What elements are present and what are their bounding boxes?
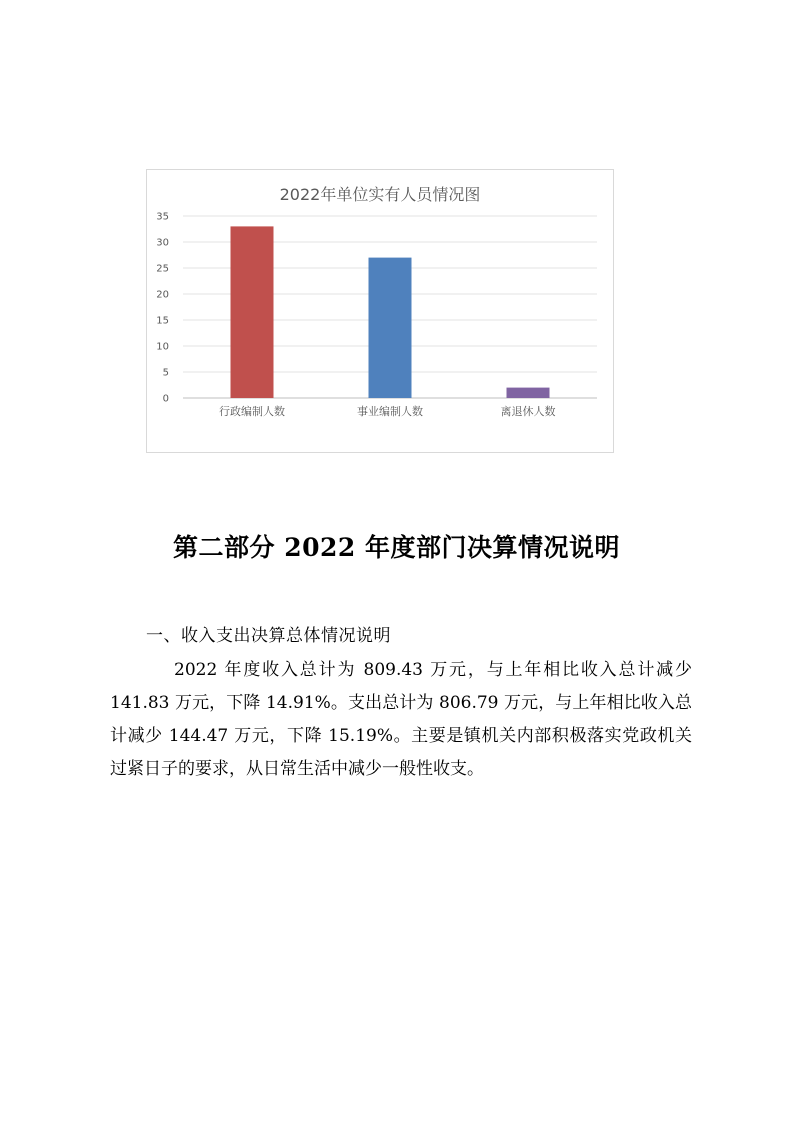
x-axis-categories xyxy=(219,404,556,418)
bar-1 xyxy=(231,226,274,398)
y-tick-label: 5 xyxy=(162,367,169,379)
x-category-label: 行政编制人数 xyxy=(219,405,285,418)
bar-chart-svg xyxy=(147,170,613,452)
x-category-label: 事业编制人数 xyxy=(357,405,423,418)
y-tick-label: 25 xyxy=(156,263,169,275)
staff-chart xyxy=(146,169,614,453)
bar-3 xyxy=(507,388,550,398)
section-heading: 一、收入支出决算总体情况说明 xyxy=(146,626,391,646)
y-tick-label: 15 xyxy=(156,315,169,327)
body-paragraph: 2022 年度收入总计为 809.43 万元，与上年相比收入总计减少 141.83 万元，下降 14.91%。支出总计为 806.79 万元，与上年相比收入总计减少 144.47 万元，下降 15.19%。主要是镇机关内部积极落实党政机关过紧日子的要求，从日常生活中减少一般性收支。 xyxy=(110,660,692,779)
bar-2 xyxy=(369,258,412,398)
y-tick-label: 10 xyxy=(156,341,169,353)
y-tick-label: 20 xyxy=(156,289,169,301)
x-category-label: 离退休人数 xyxy=(500,405,556,418)
part-title: 第二部分 2022 年度部门决算情况说明 xyxy=(173,533,620,562)
y-tick-label: 35 xyxy=(156,211,169,223)
y-axis-ticks xyxy=(156,212,169,405)
y-tick-label: 30 xyxy=(156,237,169,249)
y-tick-label: 0 xyxy=(162,393,169,405)
chart-title: 2022年单位实有人员情况图 xyxy=(279,185,481,204)
